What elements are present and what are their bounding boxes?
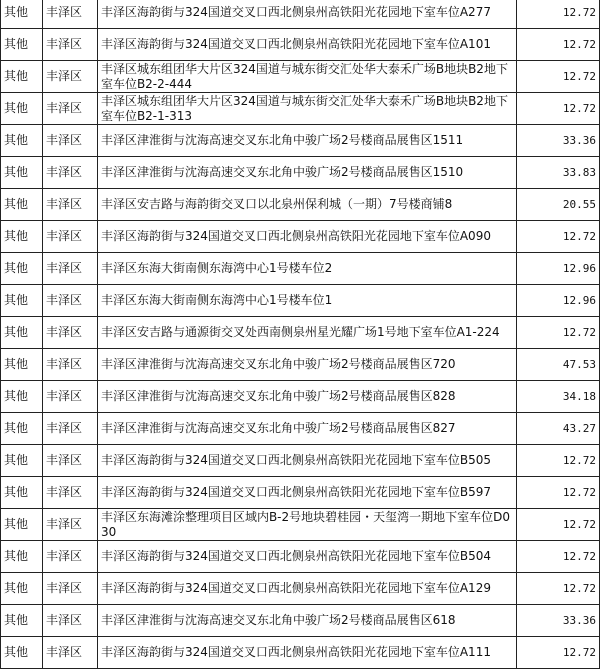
area-cell: 12.72 <box>517 445 600 477</box>
location-text: 丰泽区安吉路与海韵街交叉口以北泉州保利城（一期）7号楼商铺8 <box>100 197 453 211</box>
table-row <box>1 285 600 317</box>
table-row <box>1 381 600 413</box>
district-cell: 丰泽区 <box>42 189 97 221</box>
type-cell: 其他 <box>1 253 43 285</box>
district-cell: 丰泽区 <box>42 541 97 573</box>
type-cell: 其他 <box>1 381 43 413</box>
district-cell: 丰泽区 <box>42 445 97 477</box>
location-cell <box>97 477 516 509</box>
table-row <box>1 541 600 573</box>
table-row <box>1 605 600 637</box>
location-cell <box>97 381 516 413</box>
district-cell: 丰泽区 <box>42 93 97 125</box>
district-cell: 丰泽区 <box>42 221 97 253</box>
location-text: 丰泽区津淮街与沈海高速交叉东北角中骏广场2号楼商品展售区827 <box>100 421 456 435</box>
area-cell: 33.83 <box>517 157 600 189</box>
type-cell: 其他 <box>1 93 43 125</box>
district-cell: 丰泽区 <box>42 573 97 605</box>
type-cell: 其他 <box>1 317 43 349</box>
type-cell: 其他 <box>1 413 43 445</box>
district-cell: 丰泽区 <box>42 253 97 285</box>
location-cell <box>97 541 516 573</box>
location-text: 丰泽区东海滩涂整理项目区域内B-2号地块碧桂园・天玺湾一期地下室车位D030 <box>100 509 511 539</box>
district-cell: 丰泽区 <box>42 605 97 637</box>
area-cell: 12.72 <box>517 61 600 93</box>
area-cell: 47.53 <box>517 349 600 381</box>
table-row <box>1 221 600 253</box>
location-cell <box>97 61 516 93</box>
type-cell: 其他 <box>1 221 43 253</box>
area-cell: 12.72 <box>517 0 600 29</box>
table-row <box>1 61 600 93</box>
type-cell: 其他 <box>1 189 43 221</box>
area-cell: 12.72 <box>517 317 600 349</box>
area-cell: 12.72 <box>517 509 600 541</box>
type-cell: 其他 <box>1 157 43 189</box>
table-row <box>1 637 600 669</box>
location-cell <box>97 125 516 157</box>
type-cell: 其他 <box>1 29 43 61</box>
location-cell <box>97 189 516 221</box>
location-cell <box>97 413 516 445</box>
table-row <box>1 189 600 221</box>
location-cell <box>97 605 516 637</box>
district-cell: 丰泽区 <box>42 413 97 445</box>
location-text: 丰泽区海韵街与324国道交叉口西北侧泉州高铁阳光花园地下室车位A101 <box>100 37 491 51</box>
type-cell: 其他 <box>1 61 43 93</box>
location-cell <box>97 445 516 477</box>
location-text: 丰泽区海韵街与324国道交叉口西北侧泉州高铁阳光花园地下室车位B505 <box>100 453 491 467</box>
location-text: 丰泽区东海大街南侧东海湾中心1号楼车位1 <box>100 293 333 307</box>
type-cell: 其他 <box>1 445 43 477</box>
type-cell: 其他 <box>1 0 43 29</box>
district-cell: 丰泽区 <box>42 61 97 93</box>
location-cell <box>97 253 516 285</box>
area-cell: 12.72 <box>517 221 600 253</box>
area-cell: 43.27 <box>517 413 600 445</box>
location-cell <box>97 285 516 317</box>
area-cell: 12.96 <box>517 253 600 285</box>
area-cell: 34.18 <box>517 381 600 413</box>
location-text: 丰泽区海韵街与324国道交叉口西北侧泉州高铁阳光花园地下室车位A277 <box>100 5 491 19</box>
table-row <box>1 349 600 381</box>
district-cell: 丰泽区 <box>42 125 97 157</box>
area-cell: 12.72 <box>517 477 600 509</box>
table-row <box>1 317 600 349</box>
area-cell: 33.36 <box>517 125 600 157</box>
type-cell: 其他 <box>1 605 43 637</box>
location-text: 丰泽区海韵街与324国道交叉口西北侧泉州高铁阳光花园地下室车位A090 <box>100 229 491 243</box>
type-cell: 其他 <box>1 125 43 157</box>
property-table-body <box>1 0 600 669</box>
location-cell <box>97 509 516 541</box>
table-row <box>1 93 600 125</box>
type-cell: 其他 <box>1 541 43 573</box>
table-row <box>1 157 600 189</box>
area-cell: 33.36 <box>517 605 600 637</box>
location-text: 丰泽区城东组团华大片区324国道与城东街交汇处华大泰禾广场B地块B2地下室车位B2-2-444 <box>100 61 508 91</box>
location-cell <box>97 637 516 669</box>
location-text: 丰泽区海韵街与324国道交叉口西北侧泉州高铁阳光花园地下室车位A129 <box>100 581 491 595</box>
district-cell: 丰泽区 <box>42 349 97 381</box>
district-cell: 丰泽区 <box>42 509 97 541</box>
district-cell: 丰泽区 <box>42 157 97 189</box>
location-cell <box>97 29 516 61</box>
location-cell <box>97 573 516 605</box>
type-cell: 其他 <box>1 285 43 317</box>
table-row <box>1 573 600 605</box>
location-text: 丰泽区津淮街与沈海高速交叉东北角中骏广场2号楼商品展售区1511 <box>100 133 464 147</box>
district-cell: 丰泽区 <box>42 317 97 349</box>
location-cell <box>97 349 516 381</box>
location-cell <box>97 317 516 349</box>
location-cell <box>97 0 516 29</box>
district-cell: 丰泽区 <box>42 477 97 509</box>
location-text: 丰泽区城东组团华大片区324国道与城东街交汇处华大泰禾广场B地块B2地下室车位B2-1-313 <box>100 93 508 123</box>
area-cell: 12.96 <box>517 285 600 317</box>
table-row <box>1 253 600 285</box>
type-cell: 其他 <box>1 477 43 509</box>
type-cell: 其他 <box>1 637 43 669</box>
area-cell: 12.72 <box>517 573 600 605</box>
area-cell: 12.72 <box>517 29 600 61</box>
location-text: 丰泽区津淮街与沈海高速交叉东北角中骏广场2号楼商品展售区828 <box>100 389 456 403</box>
type-cell: 其他 <box>1 349 43 381</box>
location-text: 丰泽区津淮街与沈海高速交叉东北角中骏广场2号楼商品展售区1510 <box>100 165 464 179</box>
location-cell <box>97 221 516 253</box>
location-text: 丰泽区安吉路与通源街交叉处西南侧泉州星光耀广场1号地下室车位A1-224 <box>100 325 500 339</box>
area-cell: 12.72 <box>517 637 600 669</box>
location-text: 丰泽区津淮街与沈海高速交叉东北角中骏广场2号楼商品展售区720 <box>100 357 456 371</box>
district-cell: 丰泽区 <box>42 0 97 29</box>
table-row <box>1 477 600 509</box>
area-cell: 20.55 <box>517 189 600 221</box>
type-cell: 其他 <box>1 509 43 541</box>
district-cell: 丰泽区 <box>42 285 97 317</box>
table-row <box>1 413 600 445</box>
location-cell <box>97 93 516 125</box>
location-text: 丰泽区津淮街与沈海高速交叉东北角中骏广场2号楼商品展售区618 <box>100 613 456 627</box>
table-row <box>1 125 600 157</box>
table-row <box>1 445 600 477</box>
table-row <box>1 509 600 541</box>
district-cell: 丰泽区 <box>42 637 97 669</box>
location-cell <box>97 157 516 189</box>
location-text: 丰泽区海韵街与324国道交叉口西北侧泉州高铁阳光花园地下室车位B504 <box>100 549 491 563</box>
location-text: 丰泽区海韵街与324国道交叉口西北侧泉州高铁阳光花园地下室车位A111 <box>100 645 491 659</box>
table-row <box>1 0 600 29</box>
type-cell: 其他 <box>1 573 43 605</box>
area-cell: 12.72 <box>517 541 600 573</box>
district-cell: 丰泽区 <box>42 29 97 61</box>
area-cell: 12.72 <box>517 93 600 125</box>
table-row <box>1 29 600 61</box>
district-cell: 丰泽区 <box>42 381 97 413</box>
location-text: 丰泽区东海大街南侧东海湾中心1号楼车位2 <box>100 261 333 275</box>
location-text: 丰泽区海韵街与324国道交叉口西北侧泉州高铁阳光花园地下室车位B597 <box>100 485 491 499</box>
